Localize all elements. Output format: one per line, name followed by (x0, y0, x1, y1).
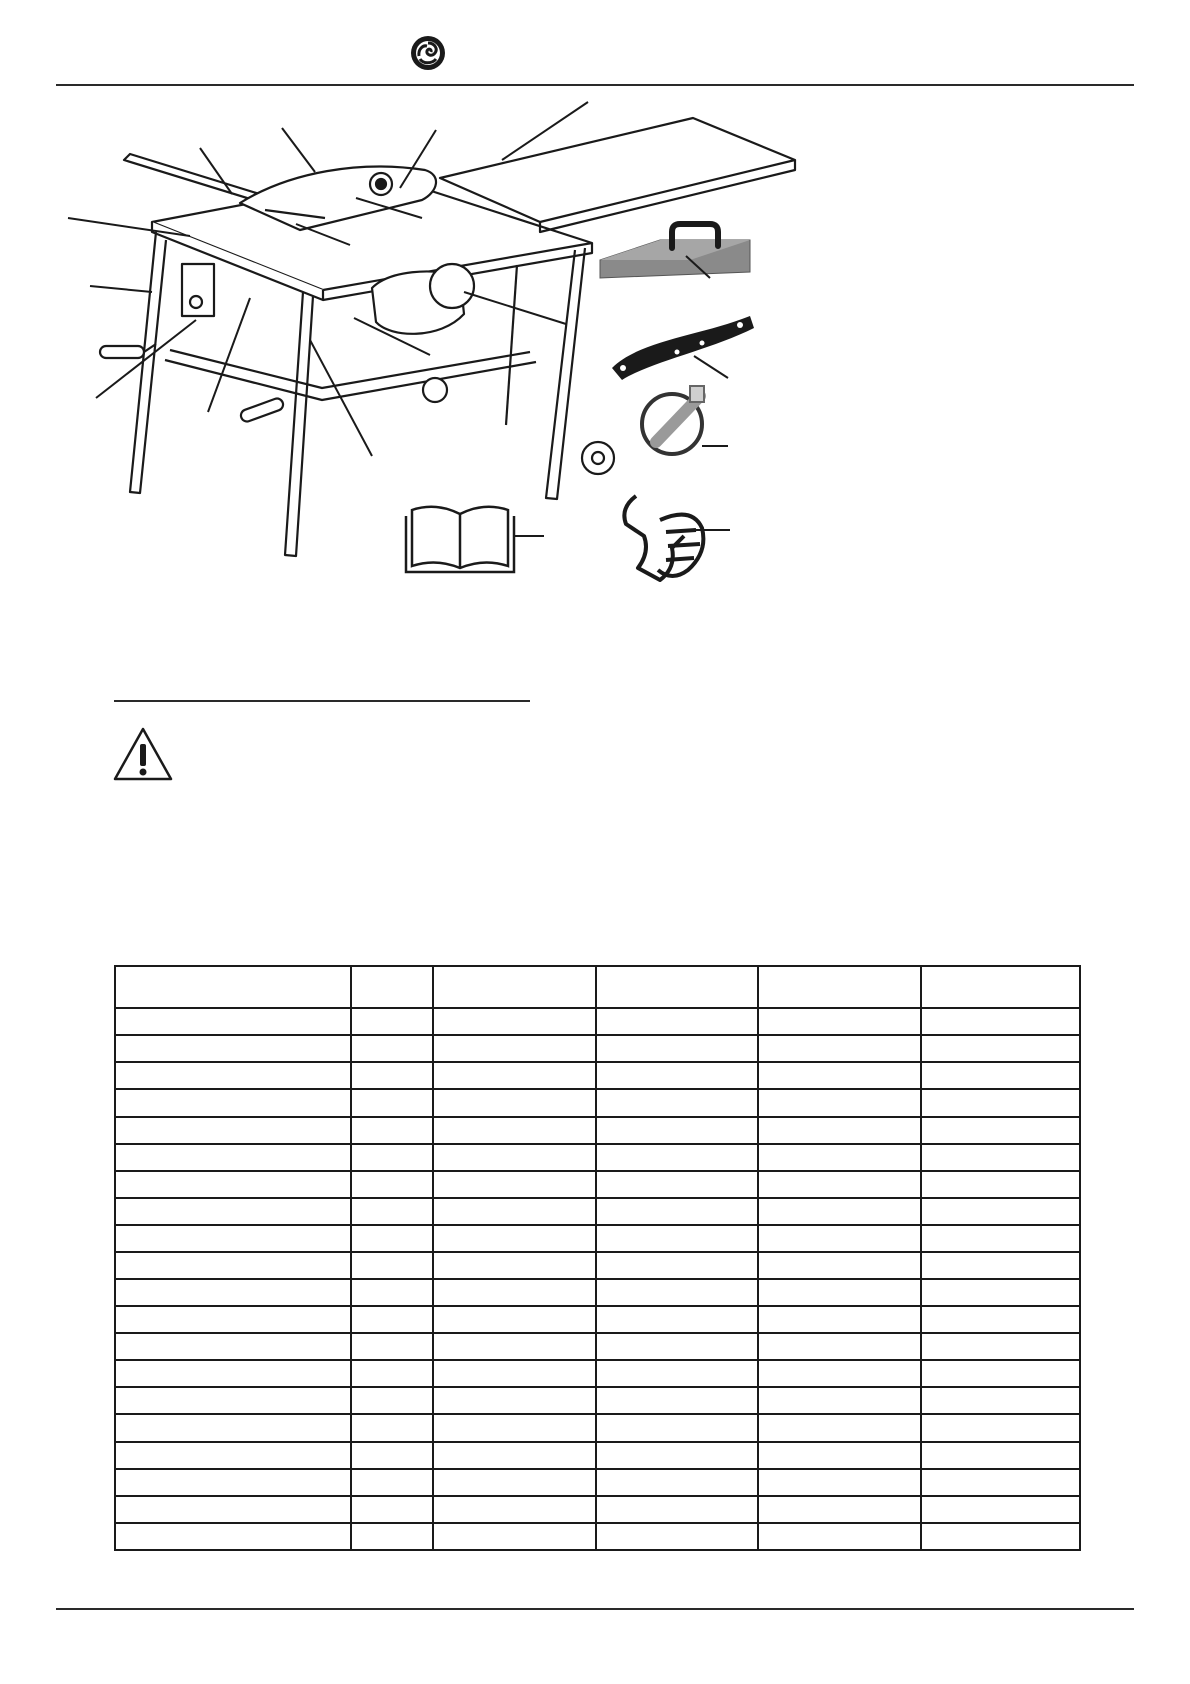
table-cell (921, 1279, 1080, 1306)
table-row (115, 1062, 1080, 1089)
table-row (115, 1333, 1080, 1360)
table-cell (758, 1496, 921, 1523)
table-cell (921, 1117, 1080, 1144)
table-cell (758, 1252, 921, 1279)
table-cell (758, 966, 921, 1008)
table-row (115, 1225, 1080, 1252)
table-cell (921, 1035, 1080, 1062)
table-row (115, 1387, 1080, 1414)
table-cell (596, 1008, 758, 1035)
table-cell (921, 1089, 1080, 1116)
table-cell (921, 1171, 1080, 1198)
table-cell (921, 1523, 1080, 1550)
table-cell (115, 1225, 351, 1252)
table-cell (921, 1225, 1080, 1252)
table-cell (758, 1387, 921, 1414)
table-cell (351, 1225, 433, 1252)
table-cell (351, 1144, 433, 1171)
table-cell (758, 1171, 921, 1198)
table-cell (351, 1008, 433, 1035)
table-cell (433, 1414, 596, 1441)
table-cell (921, 1496, 1080, 1523)
table-cell (433, 1117, 596, 1144)
brand-spiral-logo-icon (409, 34, 447, 72)
table-row (115, 1144, 1080, 1171)
table-cell (115, 1496, 351, 1523)
table-cell (351, 1333, 433, 1360)
table-cell (596, 1414, 758, 1441)
table-header-row (115, 966, 1080, 1008)
table-cell (115, 1523, 351, 1550)
table-cell (921, 1387, 1080, 1414)
table-cell (115, 1117, 351, 1144)
table-cell (596, 1279, 758, 1306)
table-cell (758, 1523, 921, 1550)
table-cell (433, 966, 596, 1008)
table-cell (596, 1198, 758, 1225)
table-cell (758, 1035, 921, 1062)
table-cell (921, 1198, 1080, 1225)
table-row (115, 1279, 1080, 1306)
table-cell (596, 1306, 758, 1333)
table-cell (921, 1333, 1080, 1360)
table-row (115, 1008, 1080, 1035)
table-cell (433, 1496, 596, 1523)
table-cell (596, 1496, 758, 1523)
table-row (115, 1469, 1080, 1496)
table-cell (758, 1360, 921, 1387)
table-cell (433, 1171, 596, 1198)
table-cell (758, 1225, 921, 1252)
table-cell (351, 1469, 433, 1496)
table-row (115, 1496, 1080, 1523)
table-cell (433, 1198, 596, 1225)
table-row (115, 1198, 1080, 1225)
parts-table (114, 965, 1081, 1551)
table-cell (115, 1062, 351, 1089)
table-cell (758, 1062, 921, 1089)
table-cell (351, 1252, 433, 1279)
table-cell (115, 1035, 351, 1062)
table-cell (115, 1279, 351, 1306)
manual-book-icon (406, 507, 544, 572)
table-cell (351, 1035, 433, 1062)
table-row (115, 1414, 1080, 1441)
table-cell (921, 1062, 1080, 1089)
table-cell (115, 1387, 351, 1414)
table-cell (433, 1333, 596, 1360)
section-heading-rule (114, 700, 530, 702)
table-cell (433, 1252, 596, 1279)
table-cell (596, 1035, 758, 1062)
table-cell (433, 1144, 596, 1171)
table-cell (115, 1414, 351, 1441)
table-cell (758, 1469, 921, 1496)
table-cell (921, 1414, 1080, 1441)
table-cell (433, 1008, 596, 1035)
table-row (115, 1252, 1080, 1279)
wrench-hand-icon (624, 496, 730, 580)
table-row (115, 1117, 1080, 1144)
table-cell (115, 1198, 351, 1225)
table-cell (596, 1089, 758, 1116)
table-cell (758, 1442, 921, 1469)
table-saw-figure (60, 100, 820, 640)
table-cell (115, 1442, 351, 1469)
table-cell (351, 1360, 433, 1387)
table-cell (596, 1333, 758, 1360)
table-row (115, 1360, 1080, 1387)
table-cell (351, 1306, 433, 1333)
table-cell (433, 1089, 596, 1116)
table-cell (596, 1144, 758, 1171)
table-cell (433, 1387, 596, 1414)
table-cell (351, 1387, 433, 1414)
table-cell (433, 1469, 596, 1496)
table-cell (921, 1360, 1080, 1387)
table-cell (758, 1089, 921, 1116)
header-rule (56, 84, 1134, 86)
table-cell (351, 1442, 433, 1469)
table-cell (351, 1198, 433, 1225)
table-row (115, 1442, 1080, 1469)
table-cell (596, 1117, 758, 1144)
table-cell (596, 1252, 758, 1279)
table-cell (596, 1062, 758, 1089)
table-cell (596, 1387, 758, 1414)
table-cell (115, 1252, 351, 1279)
table-cell (115, 1144, 351, 1171)
lock-pin-icon (642, 386, 728, 454)
table-cell (351, 1496, 433, 1523)
table-cell (115, 1089, 351, 1116)
table-cell (758, 1414, 921, 1441)
table-cell (433, 1360, 596, 1387)
table-cell (596, 1469, 758, 1496)
table-cell (115, 966, 351, 1008)
table-cell (596, 1225, 758, 1252)
table-row (115, 1035, 1080, 1062)
table-cell (758, 1279, 921, 1306)
footer-rule (56, 1608, 1134, 1610)
table-cell (351, 1279, 433, 1306)
table-cell (115, 1306, 351, 1333)
table-cell (921, 1442, 1080, 1469)
table-cell (921, 966, 1080, 1008)
table-cell (758, 1117, 921, 1144)
table-cell (596, 1171, 758, 1198)
table-cell (596, 966, 758, 1008)
table-cell (115, 1333, 351, 1360)
bracket-icon (612, 316, 754, 380)
table-cell (351, 1414, 433, 1441)
table-row (115, 1523, 1080, 1550)
table-row (115, 1306, 1080, 1333)
table-cell (351, 1089, 433, 1116)
table-cell (596, 1523, 758, 1550)
table-cell (351, 966, 433, 1008)
table-cell (758, 1306, 921, 1333)
table-cell (758, 1008, 921, 1035)
table-row (115, 1171, 1080, 1198)
table-cell (433, 1062, 596, 1089)
table-cell (115, 1469, 351, 1496)
table-cell (921, 1469, 1080, 1496)
table-cell (433, 1442, 596, 1469)
table-cell (758, 1198, 921, 1225)
table-cell (433, 1225, 596, 1252)
table-cell (596, 1360, 758, 1387)
table-cell (115, 1171, 351, 1198)
table-row (115, 1089, 1080, 1116)
table-cell (921, 1306, 1080, 1333)
table-cell (351, 1171, 433, 1198)
table-cell (115, 1360, 351, 1387)
table-cell (921, 1252, 1080, 1279)
table-cell (115, 1008, 351, 1035)
table-cell (758, 1333, 921, 1360)
table-cell (596, 1442, 758, 1469)
table-cell (351, 1117, 433, 1144)
table-cell (433, 1523, 596, 1550)
table-cell (921, 1144, 1080, 1171)
warning-triangle-icon (112, 726, 174, 782)
table-cell (758, 1144, 921, 1171)
table-cell (433, 1279, 596, 1306)
table-cell (921, 1008, 1080, 1035)
table-cell (433, 1306, 596, 1333)
push-block-icon (600, 224, 750, 278)
table-cell (351, 1523, 433, 1550)
table-cell (351, 1062, 433, 1089)
table-cell (433, 1035, 596, 1062)
